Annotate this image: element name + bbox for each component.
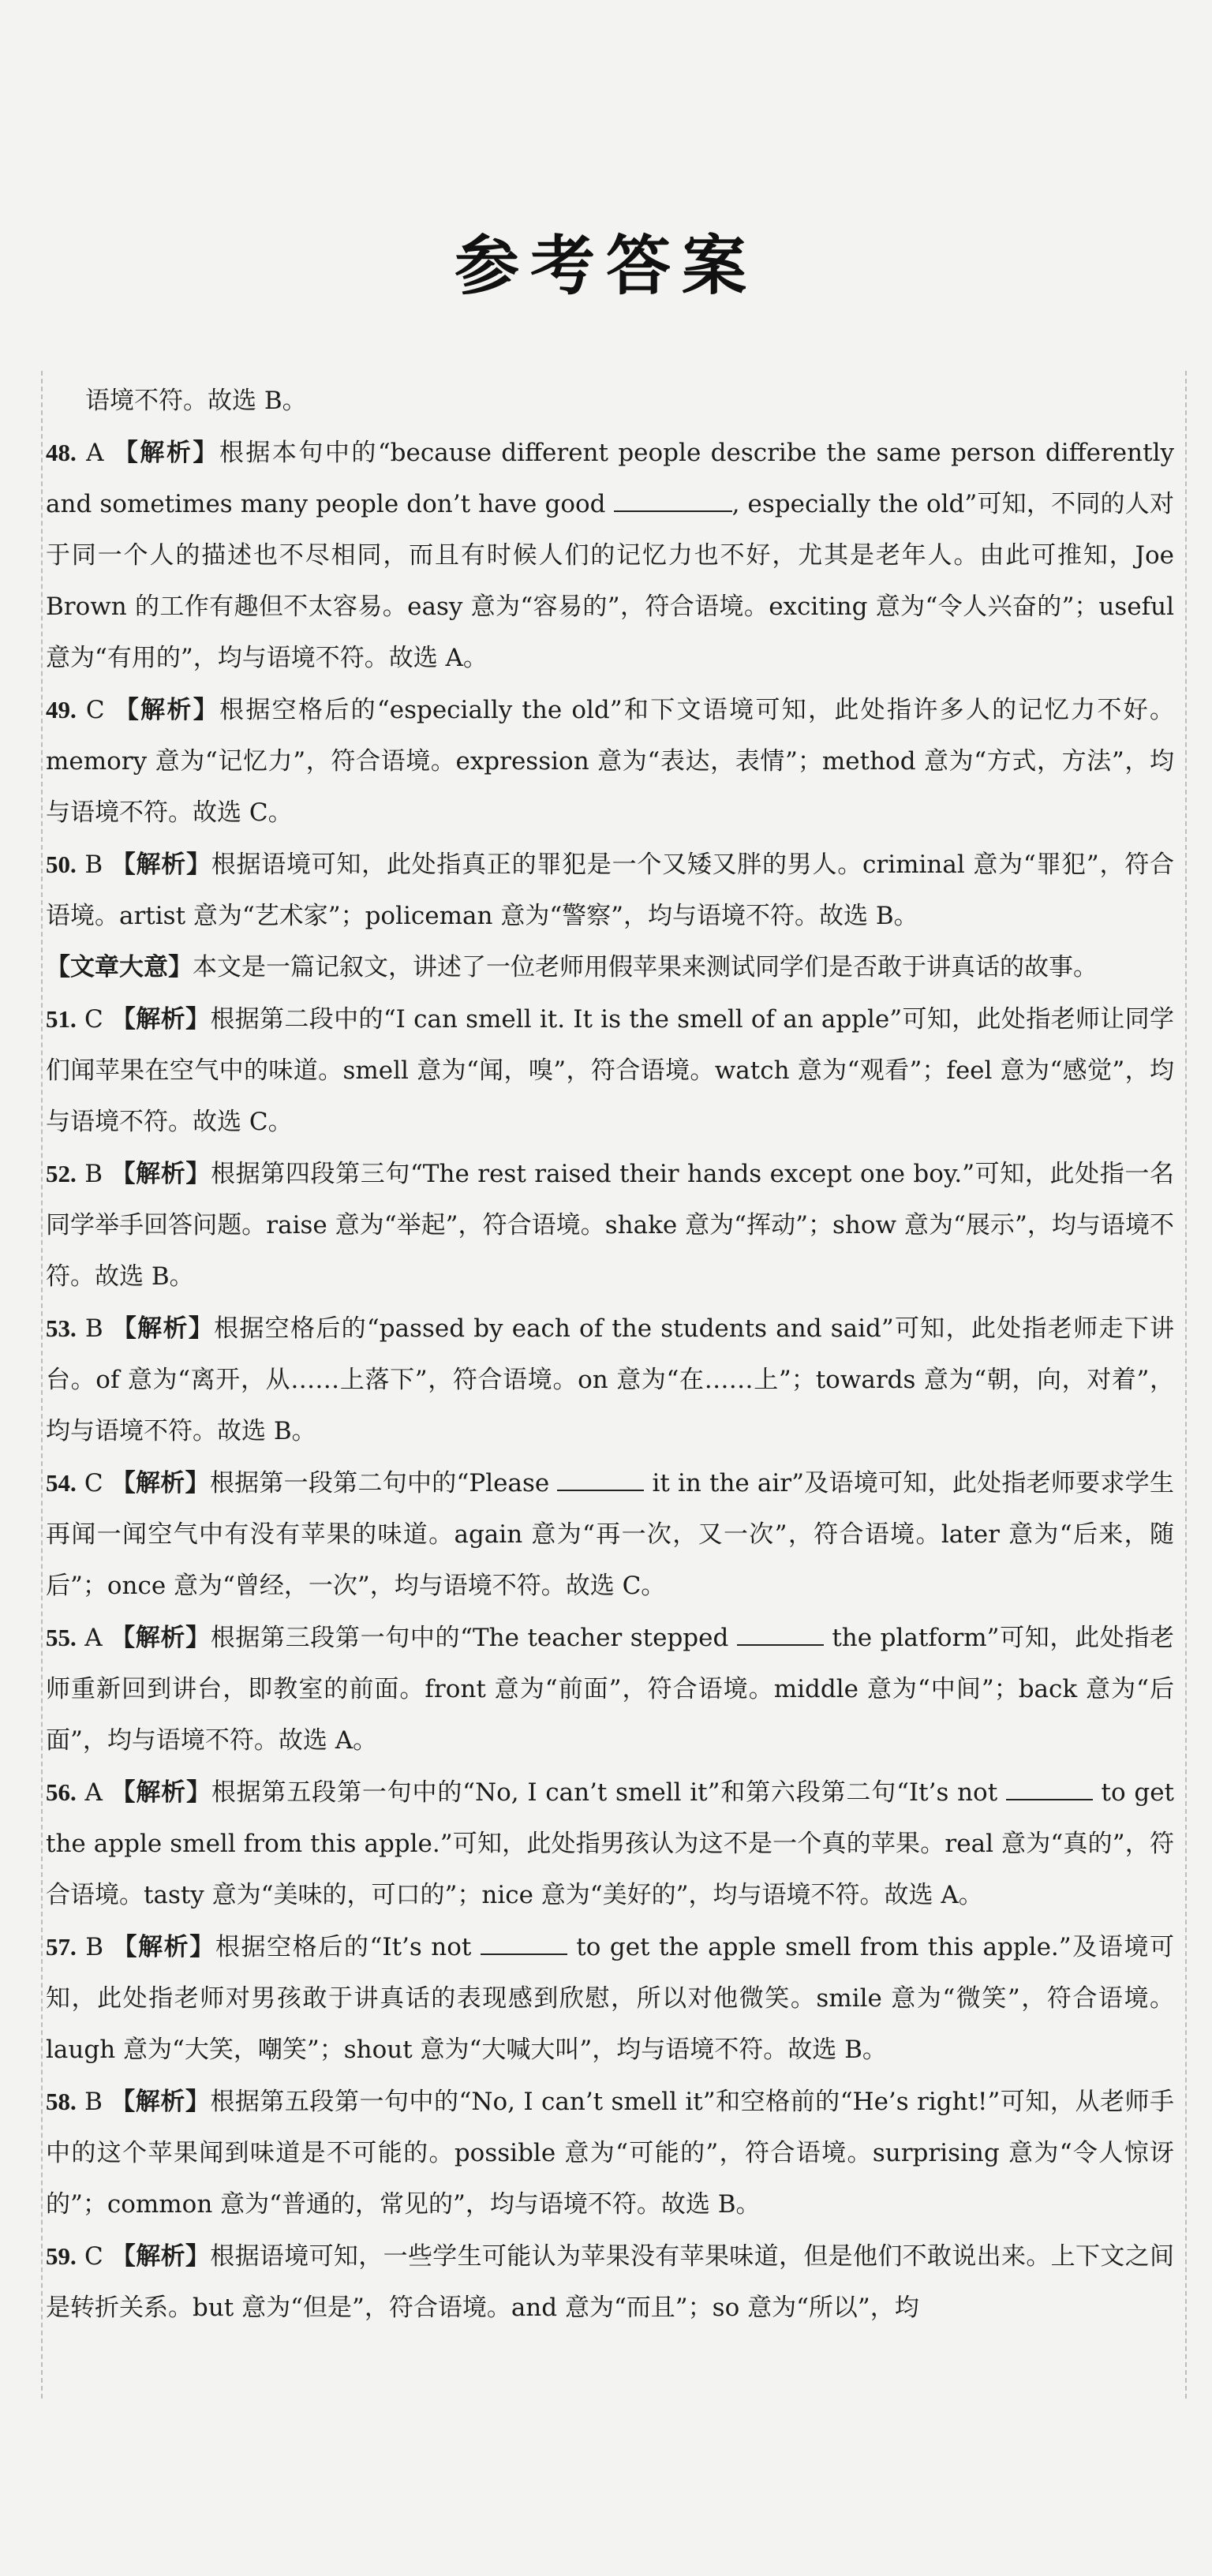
analysis-text: 根据第二段中的“I can smell it. It is the smell of an apple”可知，此处指老师让同学们闻苹果在空气中的味道。smell 意为“闻，嗅”，符合语境。watch 意为“观看”；feel 意为“感觉”，均与语境不符。故选 C。 xyxy=(46,1005,1175,1136)
answer-list xyxy=(46,376,1174,2334)
analysis-tag: 【解析】 xyxy=(110,1778,211,1807)
analysis-text: 根据语境可知，一些学生可能认为苹果没有苹果味道，但是他们不敢说出来。上下文之间是转折关系。but 意为“但是”，符合语境。and 意为“而且”；so 意为“所以”，均 xyxy=(46,2242,1175,2322)
answer-50 xyxy=(46,839,1174,942)
analysis-tag: 【解析】 xyxy=(110,2088,211,2116)
blank-line xyxy=(557,1471,644,1491)
answer-53 xyxy=(46,1303,1174,1457)
continuation-text: 语境不符。故选 B。 xyxy=(85,387,307,415)
article-summary xyxy=(46,942,1174,993)
answer-52 xyxy=(46,1148,1174,1303)
analysis-tag: 【解析】 xyxy=(110,851,211,879)
analysis-text: to get the apple smell from this apple.”可知，此处指男孩认为这不是一个真的苹果。real 意为“真的”，符合语境。tasty 意为“美味的，可口的”；nice 意为“美好的”，均与语境不符。故选 A。 xyxy=(46,1778,1174,1909)
summary-tag: 【文章大意】 xyxy=(46,953,193,981)
question-number: 50. xyxy=(46,851,77,878)
analysis-tag: 【解析】 xyxy=(110,1469,210,1497)
answer-letter: A xyxy=(84,1778,103,1807)
analysis-text: 根据第五段第一句中的“No, I can’t smell it”和第六段第二句“It’s not xyxy=(211,1778,998,1807)
answer-59 xyxy=(46,2230,1174,2334)
analysis-tag: 【解析】 xyxy=(110,2242,211,2271)
analysis-tag: 【解析】 xyxy=(110,1160,211,1188)
answer-49 xyxy=(46,684,1174,839)
answer-letter: B xyxy=(84,851,103,879)
blank-line xyxy=(481,1935,567,1955)
blank-line xyxy=(1006,1780,1093,1800)
answer-letter: B xyxy=(84,2088,103,2116)
analysis-text: to get the apple smell from this apple.”及语境可知，此处指老师对男孩敢于讲真话的表现感到欣慰，所以对他微笑。smile 意为“微笑”，符合语境。laugh 意为“大笑，嘲笑”；shout 意为“大喊大叫”，均与语境不符。故选 B。 xyxy=(46,1933,1175,2064)
answer-letter: C xyxy=(84,1469,103,1497)
question-number: 54. xyxy=(46,1469,77,1497)
question-number: 55. xyxy=(46,1624,77,1651)
question-number: 49. xyxy=(46,696,77,723)
analysis-tag: 【解析】 xyxy=(111,1314,215,1343)
analysis-text: , especially the old”可知，不同的人对于同一个人的描述也不尽相同，而且有时候人们的记忆力也不好，尤其是老年人。由此可推知，Joe Brown 的工作有趣但不太容易。easy 意为“容易的”，符合语境。exciting 意为“令人兴奋的”；useful 意为“有用的”，均与语境不符。故选 A。 xyxy=(46,490,1175,672)
answer-letter: C xyxy=(85,696,105,724)
answer-letter: B xyxy=(85,1933,103,1961)
blank-line xyxy=(614,492,732,512)
question-number: 59. xyxy=(46,2242,77,2270)
question-number: 51. xyxy=(46,1005,77,1033)
analysis-text: 根据第三段第一句中的“The teacher stepped xyxy=(210,1624,729,1652)
question-number: 52. xyxy=(46,1160,77,1187)
answer-58 xyxy=(46,2076,1174,2230)
question-number: 53. xyxy=(46,1314,77,1342)
analysis-text: it in the air”及语境可知，此处指老师要求学生再闻一闻空气中有没有苹果的味道。again 意为“再一次，又一次”，符合语境。later 意为“后来，随后”；once 意为“曾经，一次”，均与语境不符。故选 C。 xyxy=(46,1469,1174,1600)
answer-56 xyxy=(46,1767,1174,1921)
answer-letter: A xyxy=(86,439,104,467)
page-title: 参考答案 xyxy=(454,228,758,304)
analysis-text: the platform”可知，此处指老师重新回到讲台，即教室的前面。front 意为“前面”，符合语境。middle 意为“中间”；back 意为“后面”，均与语境不符。故选 A。 xyxy=(46,1624,1174,1755)
analysis-tag: 【解析】 xyxy=(110,1005,211,1034)
left-dashed-rule xyxy=(41,371,43,2398)
answer-letter: B xyxy=(84,1314,103,1343)
answer-letter: A xyxy=(84,1624,103,1652)
answer-48 xyxy=(46,427,1174,684)
right-dashed-rule xyxy=(1185,371,1187,2398)
analysis-text: 根据第五段第一句中的“No, I can’t smell it”和空格前的“He’s right!”可知，从老师手中的这个苹果闻到味道是不可能的。possible 意为“可能的”，符合语境。surprising 意为“令人惊讶的”；common 意为“普通的，常见的”，均与语境不符。故选 B。 xyxy=(46,2088,1174,2219)
question-number: 48. xyxy=(46,439,77,466)
analysis-tag: 【解析】 xyxy=(114,696,220,724)
analysis-text: 根据空格后的“It’s not xyxy=(215,1933,472,1961)
answer-51 xyxy=(46,993,1174,1148)
answer-54 xyxy=(46,1457,1174,1612)
blank-line xyxy=(737,1625,824,1646)
answer-letter: C xyxy=(84,2242,103,2271)
question-number: 58. xyxy=(46,2088,77,2115)
question-number: 57. xyxy=(46,1933,77,1961)
analysis-tag: 【解析】 xyxy=(112,1933,215,1961)
answer-letter: C xyxy=(84,1005,103,1034)
question-number: 56. xyxy=(46,1778,77,1806)
answer-letter: B xyxy=(84,1160,103,1188)
analysis-text: 根据本句中的“because different people describe the same person differently and sometimes many people don’t have good xyxy=(46,439,1175,518)
analysis-text: 根据空格后的“especially the old”和下文语境可知，此处指许多人的记忆力不好。memory 意为“记忆力”，符合语境。expression 意为“表达，表情”；method 意为“方式，方法”，均与语境不符。故选 C。 xyxy=(46,696,1175,827)
analysis-tag: 【解析】 xyxy=(113,439,219,467)
analysis-text: 根据第四段第三句“The rest raised their hands except one boy.”可知，此处指一名同学举手回答问题。raise 意为“举起”，符合语境。shake 意为“挥动”；show 意为“展示”，均与语境不符。故选 B。 xyxy=(46,1160,1175,1291)
summary-text: 本文是一篇记叙文，讲述了一位老师用假苹果来测试同学们是否敢于讲真话的故事。 xyxy=(193,953,1098,981)
answer-55 xyxy=(46,1612,1174,1767)
analysis-tag: 【解析】 xyxy=(110,1624,211,1652)
analysis-text: 根据第一段第二句中的“Please xyxy=(209,1469,550,1497)
analysis-text: 根据语境可知，此处指真正的罪犯是一个又矮又胖的男人。criminal 意为“罪犯”，符合语境。artist 意为“艺术家”；policeman 意为“警察”，均与语境不符。故选 B。 xyxy=(46,851,1175,930)
analysis-text: 根据空格后的“passed by each of the students and said”可知，此处指老师走下讲台。of 意为“离开，从……上落下”，符合语境。on 意为“在……上”；towards 意为“朝，向，对着”，均与语境不符。故选 B。 xyxy=(46,1314,1175,1445)
answer-57 xyxy=(46,1921,1174,2076)
